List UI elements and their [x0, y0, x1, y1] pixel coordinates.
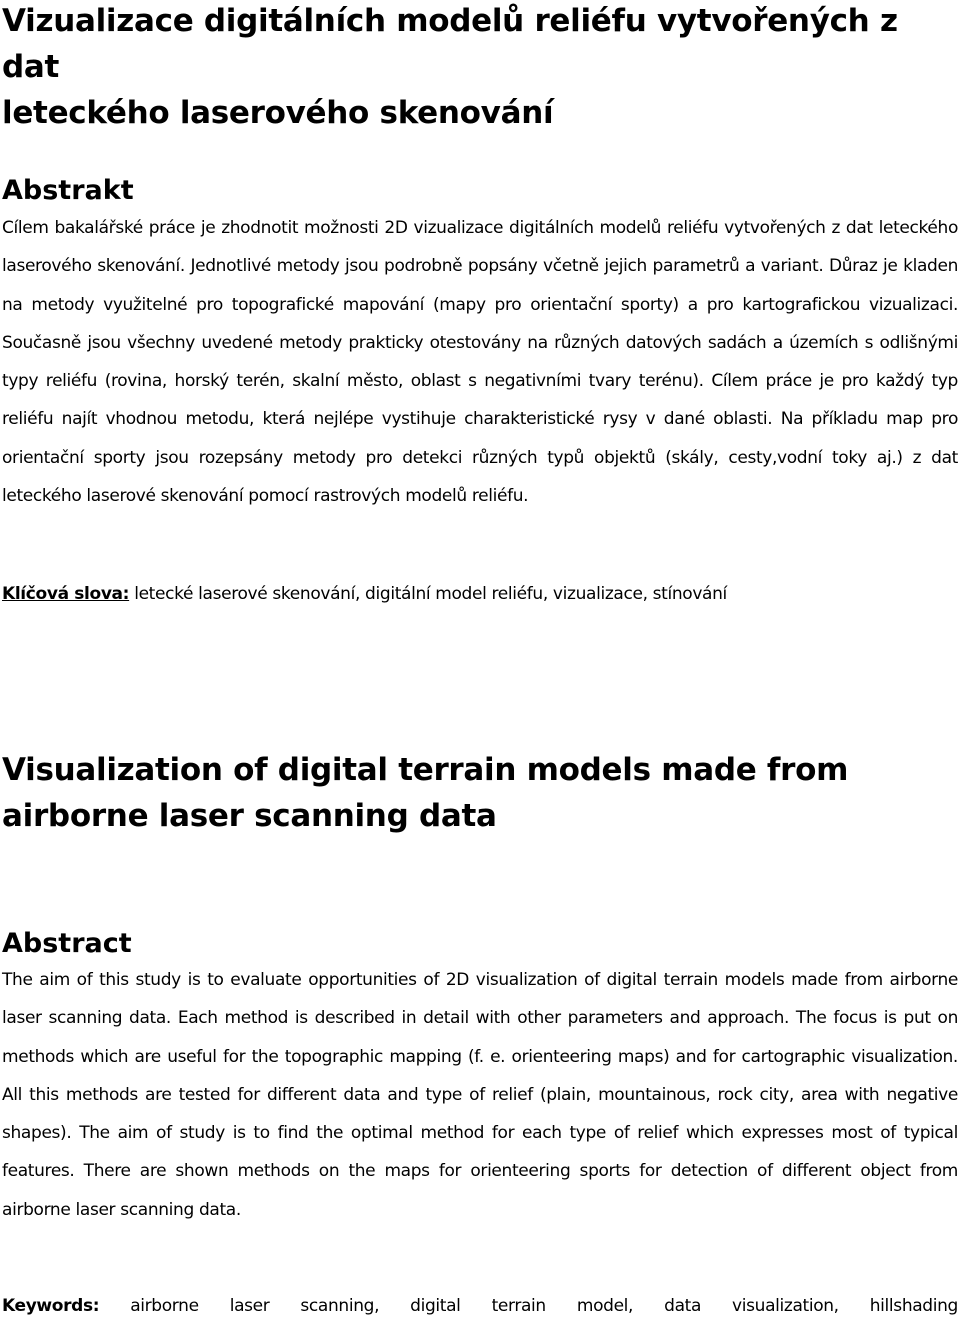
- czech-title: [2, 0, 958, 136]
- english-abstract-text: The aim of this study is to evaluate opportunities of 2D visualization of digital terrain models made from airborne laser scanning data. Each method is described in detail with other parameters and approach. The focus is put on methods which are useful for the topographic mapping (f. e. orienteering maps) and for cartographic visualization. All this methods are tested for different data and type of relief (plain, mountainous, rock city, area with negative shapes). The aim of study is to find the optimal method for each type of relief which expresses most of typical features. There are shown methods on the maps for orienteering sports for detection of different object from airborne laser scanning data.: [2, 970, 958, 1220]
- english-abstract-heading: Abstract: [2, 928, 132, 959]
- english-title: [2, 747, 848, 839]
- czech-keywords-label: Klíčová slova:: [2, 584, 130, 604]
- czech-keywords: [2, 575, 958, 613]
- czech-title-line2: leteckého laserového skenování: [2, 95, 554, 131]
- english-keywords-label: Keywords:: [2, 1296, 100, 1316]
- czech-title-line1: Vizualizace digitálních modelů reliéfu vytvořených z dat: [2, 3, 898, 85]
- english-keywords: [2, 1287, 958, 1325]
- english-keywords-text: airborne laser scanning, digital terrain model, data visualization, hillshading: [99, 1296, 958, 1316]
- czech-keywords-text: letecké laserové skenování, digitální model reliéfu, vizualizace, stínování: [129, 584, 727, 604]
- english-title-line2: airborne laser scanning data: [2, 798, 497, 834]
- czech-abstract-text: Cílem bakalářské práce je zhodnotit možnosti 2D vizualizace digitálních modelů reliéfu vytvořených z dat leteckého laserového skenování. Jednotlivé metody jsou podrobně popsány včetně jejich parametrů a variant. Důraz je kladen na metody využitelné pro topografické mapování (mapy pro orientační sporty) a pro kartografickou vizualizaci. Současně jsou všechny uvedené metody prakticky otestovány na různých datových sadách a územích s odlišnými typy reliéfu (rovina, horský terén, skalní město, oblast s negativními tvary terénu). Cílem práce je pro každý typ reliéfu najít vhodnou metodu, která nejlépe vystihuje charakteristické rysy v dané oblasti. Na příkladu map pro orientační sporty jsou rozepsány metody pro detekci různých typů objektů (skály, cesty,vodní toky aj.) z dat leteckého laserové skenování pomocí rastrových modelů reliéfu.: [2, 218, 958, 507]
- czech-abstract-heading: Abstrakt: [2, 175, 134, 206]
- english-title-line1: Visualization of digital terrain models made from: [2, 752, 849, 788]
